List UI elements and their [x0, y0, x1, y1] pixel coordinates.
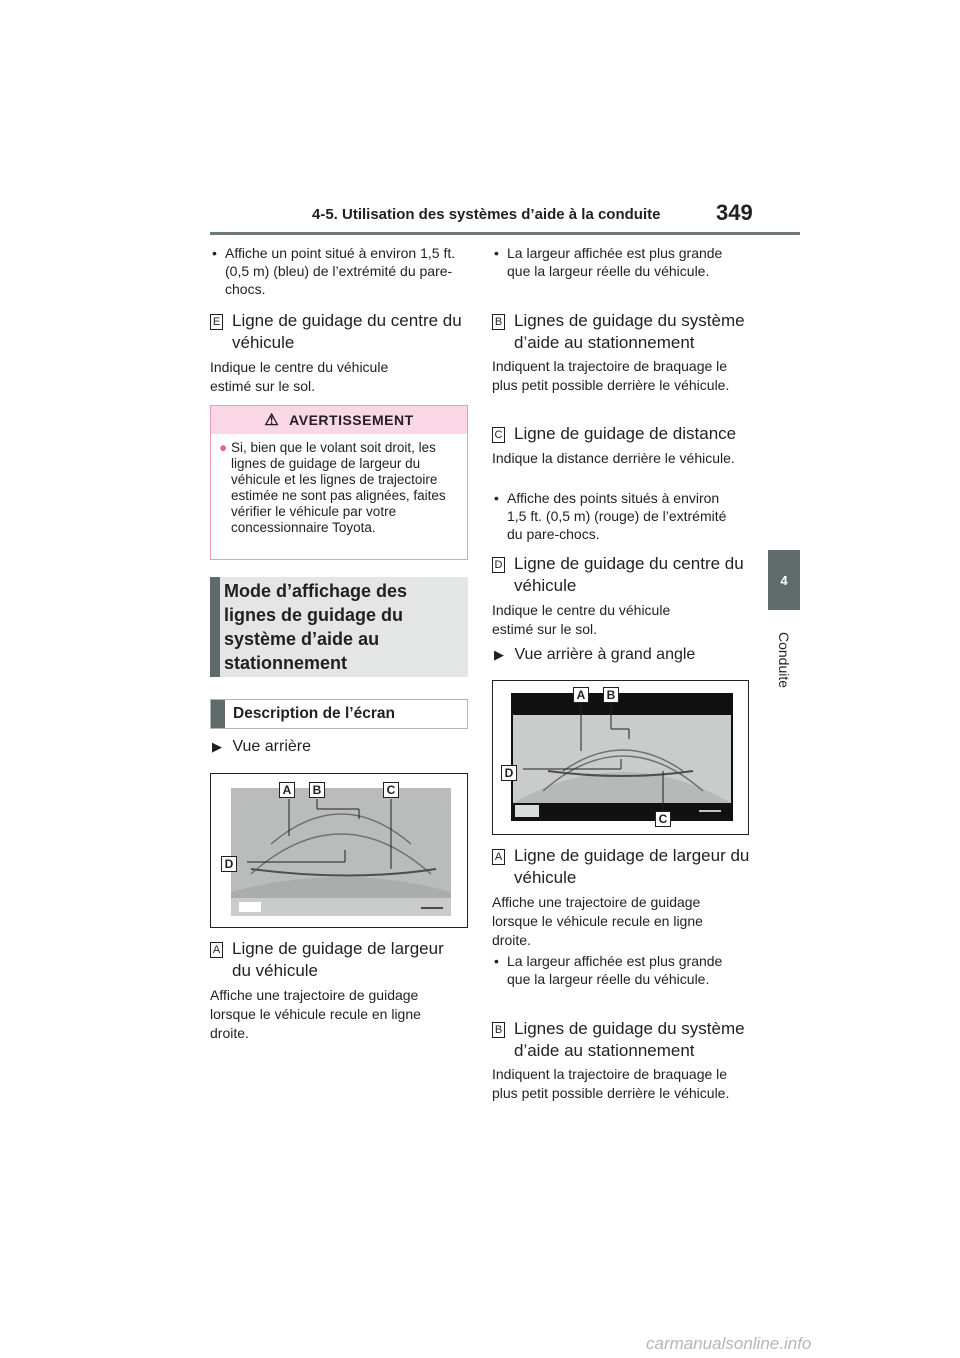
item-a-title: Ligne de guidage de largeur du véhicule	[232, 939, 444, 980]
chapter-tab: 4	[768, 550, 800, 610]
marker-e: E	[210, 314, 223, 330]
bullet-icon: ●	[219, 440, 228, 455]
warning-box	[210, 405, 468, 560]
section-title: 4-5. Utilisation des systèmes d’aide à la conduite	[312, 206, 661, 223]
marker-b2: B	[492, 1022, 505, 1038]
chapter-tab-label: Conduite	[776, 631, 792, 689]
diagram-label-d: D	[501, 765, 517, 781]
subsection-heading: Description de l’écran	[233, 705, 395, 722]
marker-b: B	[492, 314, 505, 330]
section-heading: Mode d’affichage des lignes de guidage du système d’aide au stationnement	[224, 581, 408, 673]
item-a2-bullet: • La largeur affichée est plus grande que la largeur réelle du véhicule.	[494, 953, 723, 987]
marker-a: A	[210, 942, 223, 958]
diagram-label-d: D	[221, 856, 237, 872]
bullet-width: • La largeur affichée est plus grande que la largeur réelle du véhicule.	[494, 245, 723, 279]
item-a-heading	[210, 938, 465, 982]
header-rule	[210, 232, 800, 235]
item-b-title: Lignes de guidage du système d’aide au stationnement	[514, 311, 745, 352]
item-e-heading	[210, 310, 465, 354]
page-number: 349	[716, 200, 753, 225]
diagram-label-a: A	[279, 782, 295, 798]
item-b2-heading	[492, 1018, 752, 1062]
item-b-heading	[492, 310, 752, 354]
item-a2-title: Ligne de guidage de largeur du véhicule	[514, 846, 750, 887]
diagram-label-b: B	[603, 687, 619, 703]
item-b2-title: Lignes de guidage du système d’aide au stationnement	[514, 1019, 745, 1060]
rear-view-diagram	[210, 773, 468, 928]
item-c-heading	[492, 423, 752, 445]
diagram-label-a: A	[573, 687, 589, 703]
item-a-body: Affiche une trajectoire de guidage lorsque le véhicule recule en ligne droite.	[210, 987, 421, 1041]
view-wide-heading: ▶ Vue arrière à grand angle	[494, 646, 696, 663]
item-d-body: Indique le centre du véhicule estimé sur le sol.	[492, 602, 671, 637]
diagram-label-b: B	[309, 782, 325, 798]
item-e-title: Ligne de guidage du centre du véhicule	[232, 311, 462, 352]
section-heading-box	[210, 577, 468, 677]
item-c-title: Ligne de guidage de distance	[514, 424, 737, 443]
warning-heading: AVERTISSEMENT	[289, 412, 414, 428]
watermark: carmanualsonline.info	[646, 1334, 812, 1353]
marker-d: D	[492, 557, 505, 573]
warning-header	[211, 406, 467, 434]
item-d-title: Ligne de guidage du centre du véhicule	[514, 554, 744, 595]
item-a2-body: Affiche une trajectoire de guidage lorsque le véhicule recule en ligne droite.	[492, 894, 703, 948]
item-b-body: Indiquent la trajectoire de braquage le plus petit possible derrière le véhicule.	[492, 358, 730, 393]
bullet-intro: • Affiche un point situé à environ 1,5 ft. (0,5 m) (bleu) de l’extrémité du pare-chocs.	[212, 245, 456, 297]
item-c-body: Indique la distance derrière le véhicule.	[492, 450, 735, 466]
item-e-body: Indique le centre du véhicule estimé sur le sol.	[210, 359, 389, 394]
arrow-icon: ▶	[212, 739, 222, 754]
view-rear-heading: ▶ Vue arrière	[212, 738, 312, 755]
warning-icon: ⚠	[264, 412, 280, 429]
item-b2-body: Indiquent la trajectoire de braquage le plus petit possible derrière le véhicule.	[492, 1066, 730, 1101]
subsection-box	[210, 699, 468, 729]
marker-c: C	[492, 427, 505, 443]
wide-view-diagram	[492, 680, 749, 835]
arrow-icon: ▶	[494, 647, 504, 662]
warning-text: ● Si, bien que le volant soit droit, les lignes de guidage de largeur du véhicule et les lignes de trajectoire estimée ne sont pas alignées, faites vérifier le véhicule par votre concessionnaire Toyota.	[219, 440, 446, 535]
item-d-heading	[492, 553, 752, 597]
item-a2-heading	[492, 845, 752, 889]
item-c-bullet: • Affiche des points situés à environ 1,5 ft. (0,5 m) (rouge) de l’extrémité du pare-chocs.	[494, 490, 727, 542]
diagram-label-c: C	[383, 782, 399, 798]
marker-a2: A	[492, 849, 505, 865]
diagram-label-c: C	[655, 811, 671, 827]
